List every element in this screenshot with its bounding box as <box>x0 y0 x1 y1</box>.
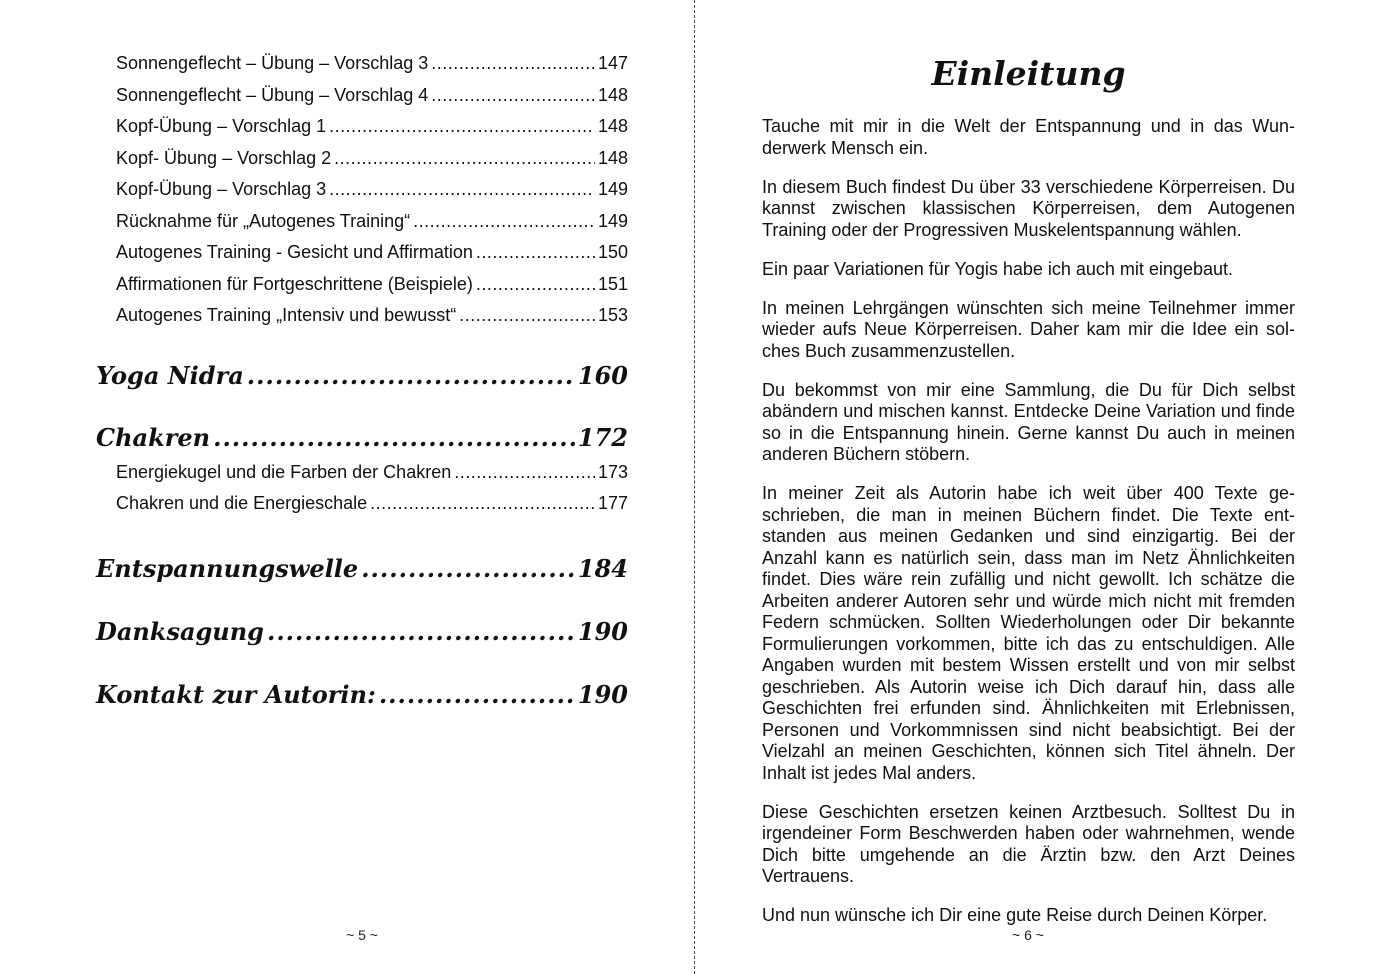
toc-leader-dots <box>431 48 595 80</box>
toc-leader-dots <box>476 237 595 269</box>
paragraph: In meinen Lehrgängen wünschten sich meine Teilnehmer immer wieder aufs Neue Körperreisen. Daher kam mir die Idee ein solches Buch zusammenzustellen. <box>762 297 1295 361</box>
toc-chapter-title: Chakren <box>96 422 211 452</box>
toc-leader-dots <box>476 269 595 301</box>
toc-entry-page: 153 <box>597 305 628 325</box>
toc-entry-title: Autogenes Training - Gesicht und Affirmation <box>116 242 473 262</box>
toc-chapter[interactable] <box>96 357 628 395</box>
toc-entry-page: 148 <box>597 147 628 168</box>
toc-chapter-page: 172 <box>577 422 628 452</box>
toc-entry-title: Kopf-Übung – Vorschlag 1 <box>116 116 327 136</box>
toc-entry-page: 151 <box>597 273 628 294</box>
toc-chapter-title: Kontakt zur Autorin: <box>96 679 376 709</box>
toc-entry-page: 148 <box>597 84 628 105</box>
toc-leader-dots <box>459 300 595 332</box>
toc-leader-dots <box>267 613 575 651</box>
paragraph: Und nun wünsche ich Dir eine gute Reise durch Deinen Körper. <box>762 905 1268 925</box>
toc-leader-dots <box>329 174 595 206</box>
toc-chapter-page: 160 <box>577 360 628 390</box>
toc-chapter-page: 184 <box>577 553 628 583</box>
toc-entry-title: Autogenes Training „Intensiv und bewusst“ <box>116 305 457 325</box>
toc-chapter[interactable] <box>96 550 628 588</box>
paragraph: In diesem Buch findest Du über 33 verschiedene Körperreisen. Du kannst zwischen klassischen Körperreisen, dem Autogenen Training oder der Progressiven Muskelentspannung wählen. <box>762 176 1295 240</box>
toc-chapter-title: Danksagung <box>96 616 264 646</box>
page-number-left: ~ 5 ~ <box>346 927 378 943</box>
toc-entry-page: 173 <box>597 461 628 482</box>
toc-chapter[interactable] <box>96 419 628 457</box>
toc-leader-dots <box>334 143 595 175</box>
toc-entry-title: Sonnengeflecht – Übung – Vorschlag 3 <box>116 53 429 73</box>
paragraph: Tauche mit mir in die Welt der Entspannung und in das Wunderwerk Mensch ein. <box>762 116 1295 158</box>
toc-leader-dots <box>431 80 595 112</box>
toc-entry[interactable] <box>96 488 628 520</box>
toc-chapter-page: 190 <box>577 616 628 646</box>
toc-entry[interactable] <box>96 174 628 206</box>
toc-leader-dots <box>413 206 595 238</box>
intro-text <box>762 116 1295 944</box>
page-number-right: ~ 6 ~ <box>1012 927 1044 943</box>
toc-entry-title: Chakren und die Energieschale <box>116 493 368 513</box>
toc-chapter-title: Entspannungswelle <box>96 553 359 583</box>
toc-chapter[interactable] <box>96 676 628 714</box>
toc-entry-title: Kopf- Übung – Vorschlag 2 <box>116 147 332 168</box>
toc-entry[interactable] <box>96 300 628 332</box>
toc-leader-dots <box>213 419 575 457</box>
paragraph: In meiner Zeit als Autorin habe ich weit über 400 Texte geschrieben, die man in meinen Büchern findet. Die Texte entstanden aus meinen Gedanken und sind einzigartig. Bei der Anzahl kann es natürlich sein, dass man im Netz Ähnlichkeiten findet. Dies wäre rein zufällig und nicht gewollt. Ich schätze die Arbeiten anderer Autoren sehr und würde mich nicht mit fremden Federn schmücken. Sollten Wiederholungen oder Dir bekannte Formulierungen vorkommen, bitte ich das zu entschuldigen. Alle Angaben wurden mit bestem Wissen erstellt und von mir selbst geschrieben. Als Autorin weise ich Dich darauf hin, dass alle Geschichten frei erfunden sind. Ähnlichkeiten mit Erlebnissen, Personen und Vorkommnissen sind nicht beabsichtigt. Bei der Vielzahl an meinen Geschichten, können sich Titel ähneln. Der Inhalt ist jedes Mal anders. <box>762 483 1295 783</box>
toc-leader-dots <box>247 357 575 395</box>
toc-entry-title: Energiekugel und die Farben der Chakren <box>116 461 452 482</box>
paragraph: Du bekommst von mir eine Sammlung, die Du für Dich selbst abändern und mischen kannst. Entdecke Deine Variation und finde so in die Entspannung hinein. Gerne kannst Du auch in meinen anderen Büchern stöbern. <box>762 379 1295 464</box>
toc-entry[interactable] <box>96 111 628 143</box>
toc-entry[interactable] <box>96 143 628 175</box>
toc-entry[interactable] <box>96 457 628 489</box>
toc-entry-title: Kopf-Übung – Vorschlag 3 <box>116 179 327 199</box>
toc-entry[interactable] <box>96 269 628 301</box>
toc-entry[interactable] <box>96 80 628 112</box>
toc-leader-dots <box>379 676 575 714</box>
toc-chapter[interactable] <box>96 613 628 651</box>
toc-entry-title: Sonnengeflecht – Übung – Vorschlag 4 <box>116 84 429 105</box>
toc-entry[interactable] <box>96 206 628 238</box>
toc-entry[interactable] <box>96 48 628 80</box>
toc-entry-page: 149 <box>597 179 628 199</box>
toc-entry-page: 177 <box>597 493 628 513</box>
toc-leader-dots <box>329 111 595 143</box>
toc-chapter-title: Yoga Nidra <box>96 360 244 390</box>
chapter-title: Einleitung <box>931 54 1126 93</box>
toc-entry-page: 147 <box>597 53 628 73</box>
toc-chapter-page: 190 <box>577 679 628 709</box>
toc-leader-dots <box>454 457 595 489</box>
page-gutter-divider <box>694 0 695 974</box>
toc-leader-dots <box>370 488 595 520</box>
toc-entry-page: 150 <box>597 242 628 262</box>
toc-leader-dots <box>361 550 575 588</box>
paragraph: Diese Geschichten ersetzen keinen Arztbesuch. Solltest Du in irgendeiner Form Beschwerden haben oder wahrnehmen, wende Dich bitte umgehende an die Ärztin bzw. den Arzt Deines Vertrauens. <box>762 801 1295 886</box>
toc-entry-title: Affirmationen für Fortgeschrittene (Beispiele) <box>116 273 473 294</box>
toc-entry-title: Rücknahme für „Autogenes Training“ <box>116 210 411 231</box>
toc-entry[interactable] <box>96 237 628 269</box>
table-of-contents <box>96 48 628 714</box>
paragraph: Ein paar Variationen für Yogis habe ich auch mit eingebaut. <box>762 258 1233 279</box>
toc-entry-page: 148 <box>597 116 628 136</box>
toc-entry-page: 149 <box>597 210 628 231</box>
